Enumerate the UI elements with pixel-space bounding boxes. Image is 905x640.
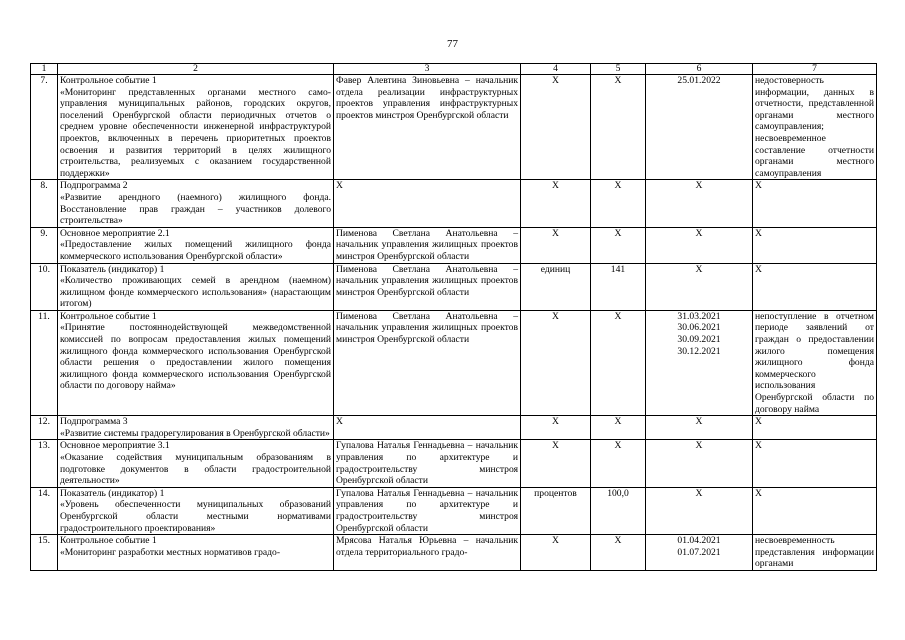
row-risk <box>753 75 877 180</box>
row-col4: Х <box>521 416 591 440</box>
row-risk <box>753 180 877 227</box>
table-row <box>31 180 877 227</box>
row-date: 25.01.2022 <box>677 75 721 86</box>
row-title <box>58 263 334 310</box>
row-date: 01.07.2021 <box>677 546 721 558</box>
row-title <box>58 487 334 534</box>
row-date: Х <box>695 487 703 499</box>
row-title-body: «Мониторинг представленных органами местного само-управления муниципальных районов, городских округов, поселений Оренбургской области периодичных отчетов о среднем уровне обеспеченности инженерной инфраструктурой проектов, включенных в перечень приоритетных проектов освоения и развития территорий в целях жилищного строительства, реализуемых с оказанием государственной поддержки» <box>60 86 331 179</box>
row-number: 9. <box>31 227 58 263</box>
row-col5: Х <box>591 535 646 571</box>
row-risk <box>753 416 877 440</box>
row-risk-line: Х <box>755 487 762 499</box>
row-title-body: «Предоставление жилых помещений жилищного фонда коммерческого использования Оренбургской области» <box>60 239 331 262</box>
row-risk-line: недостоверность информации, данных в отчетности, представленной органами местного самоуправления; <box>755 75 874 133</box>
row-risk-line: непоступление в отчетном периоде заявлений от граждан о предоставлении жилого помещения жилищного фонда коммерческого использования Оренбургской области по договору найма <box>755 310 874 415</box>
row-col5: Х <box>591 416 646 440</box>
row-col5: 141 <box>591 263 646 310</box>
row-col5: 100,0 <box>591 487 646 534</box>
row-col4: единиц <box>521 263 591 310</box>
col-header-5: 5 <box>591 64 646 75</box>
row-title-body: «Развитие системы градорегулирования в Оренбургской области» <box>60 427 330 439</box>
row-risk <box>753 227 877 263</box>
row-title <box>58 75 334 180</box>
row-date: Х <box>695 440 703 452</box>
row-col5: Х <box>591 310 646 415</box>
row-col5: Х <box>591 180 646 227</box>
row-date: Х <box>695 263 703 275</box>
row-risk <box>753 535 877 571</box>
row-title-body: «Принятие постояннодействующей межведомственной комиссией по вопросам предоставления жилых помещений жилищного фонда коммерческого использования Оренбургской области решения о предоставлении жилого помещения жилищного фонда коммерческого использования Оренбургской области по договору найма» <box>60 322 331 392</box>
row-col4: Х <box>521 310 591 415</box>
col-header-1: 1 <box>31 64 58 75</box>
row-risk <box>753 440 877 487</box>
row-responsible: Фавер Алевтина Зиновьевна – начальник отдела реализации инфраструктурных проектов управления инфраструктурных проектов минстроя Оренбургской области <box>334 75 521 180</box>
row-col5: Х <box>591 75 646 180</box>
row-date: 30.12.2021 <box>677 345 721 357</box>
table-row <box>31 263 877 310</box>
table-row <box>31 535 877 571</box>
row-date: 30.09.2021 <box>677 334 721 346</box>
table-row <box>31 440 877 487</box>
row-title <box>58 440 334 487</box>
row-col4: процентов <box>521 487 591 534</box>
row-risk <box>753 487 877 534</box>
row-responsible: Пименова Светлана Анатольевна – начальник управления жилищных проектов минстроя Оренбургской области <box>334 227 521 263</box>
row-title-body: «Уровень обеспеченности муниципальных образований Оренбургской области местными нормативами градостроительного проектирования» <box>60 499 331 534</box>
row-title <box>58 227 334 263</box>
row-number: 13. <box>31 440 58 487</box>
row-risk <box>753 310 877 415</box>
table-row <box>31 310 877 415</box>
row-title-body: «Количество проживающих семей в арендном (наемном) жилищном фонде коммерческого использования» (нарастающим итогом) <box>60 275 331 310</box>
row-responsible: Гупалова Наталья Геннадьевна – начальник управления по архитектуре и градостроительству минстроя Оренбургской области <box>334 440 521 487</box>
row-title-head: Показатель (индикатор) 1 <box>60 263 165 275</box>
row-responsible: Х <box>334 180 521 227</box>
row-title-head: Контрольное событие 1 <box>60 310 157 322</box>
row-title <box>58 310 334 415</box>
row-date: Х <box>695 416 703 428</box>
row-number: 15. <box>31 535 58 571</box>
row-dates <box>646 416 753 440</box>
row-dates <box>646 180 753 227</box>
row-title-body: «Оказание содействия муниципальным образованиям в подготовке документов в области градостроительной деятельности» <box>60 452 331 487</box>
table-row <box>31 227 877 263</box>
row-date: Х <box>695 227 703 239</box>
col-header-3: 3 <box>334 64 521 75</box>
col-header-6: 6 <box>646 64 753 75</box>
col-header-2: 2 <box>58 64 334 75</box>
row-risk-line: Х <box>755 263 762 275</box>
row-risk-line: несвоевременное составление отчетности органами местного самоуправления <box>755 132 874 179</box>
row-title <box>58 416 334 440</box>
row-date: Х <box>695 180 703 192</box>
row-risk-line: несвоевременность представления информации органами <box>755 535 874 570</box>
row-title <box>58 180 334 227</box>
row-col5: Х <box>591 440 646 487</box>
row-date: 01.04.2021 <box>677 535 721 547</box>
row-date: 30.06.2021 <box>677 322 721 334</box>
col-header-7: 7 <box>753 64 877 75</box>
row-dates <box>646 535 753 571</box>
row-col4: Х <box>521 535 591 571</box>
row-number: 8. <box>31 180 58 227</box>
row-risk <box>753 263 877 310</box>
col-header-4: 4 <box>521 64 591 75</box>
row-number: 10. <box>31 263 58 310</box>
row-dates <box>646 227 753 263</box>
row-responsible: Мрясова Наталья Юрьевна – начальник отдела территориального градо- <box>334 535 521 571</box>
header-row <box>31 64 877 75</box>
row-col4: Х <box>521 227 591 263</box>
row-title-head: Контрольное событие 1 <box>60 535 157 547</box>
row-title-head: Показатель (индикатор) 1 <box>60 487 165 499</box>
page-number: 77 <box>447 38 458 50</box>
table-row <box>31 75 877 180</box>
row-date: 31.03.2021 <box>677 310 721 322</box>
row-dates <box>646 440 753 487</box>
row-title-head: Подпрограмма 2 <box>60 180 128 192</box>
table-row <box>31 416 877 440</box>
row-dates <box>646 263 753 310</box>
row-responsible: Гупалова Наталья Геннадьевна – начальник управления по архитектуре и градостроительству минстроя Оренбургской области <box>334 487 521 534</box>
row-responsible: Пименова Светлана Анатольевна – начальник управления жилищных проектов минстроя Оренбургской области <box>334 263 521 310</box>
row-title-head: Основное мероприятие 3.1 <box>60 440 170 452</box>
row-title-head: Подпрограмма 3 <box>60 416 128 428</box>
row-col5: Х <box>591 227 646 263</box>
row-dates <box>646 310 753 415</box>
row-col4: Х <box>521 440 591 487</box>
table-row <box>31 487 877 534</box>
row-number: 7. <box>31 75 58 180</box>
row-number: 12. <box>31 416 58 440</box>
row-title-body: «Развитие арендного (наемного) жилищного фонда. Восстановление прав граждан – участников долевого строительства» <box>60 191 331 227</box>
row-col4: Х <box>521 75 591 180</box>
row-title-body: «Мониторинг разработки местных нормативов градо- <box>60 546 281 558</box>
row-title <box>58 535 334 571</box>
row-number: 11. <box>31 310 58 415</box>
row-responsible: Пименова Светлана Анатольевна – начальник управления жилищных проектов минстроя Оренбургской области <box>334 310 521 415</box>
row-title-head: Контрольное событие 1 <box>60 75 157 86</box>
row-risk-line: Х <box>755 440 762 452</box>
row-responsible: Х <box>334 416 521 440</box>
row-dates <box>646 487 753 534</box>
row-risk-line: Х <box>755 416 762 428</box>
row-number: 14. <box>31 487 58 534</box>
row-dates <box>646 75 753 180</box>
row-risk-line: Х <box>755 227 762 239</box>
row-risk-line: Х <box>755 180 762 192</box>
row-col4: Х <box>521 180 591 227</box>
plan-table <box>30 63 877 571</box>
row-title-head: Основное мероприятие 2.1 <box>60 227 170 239</box>
